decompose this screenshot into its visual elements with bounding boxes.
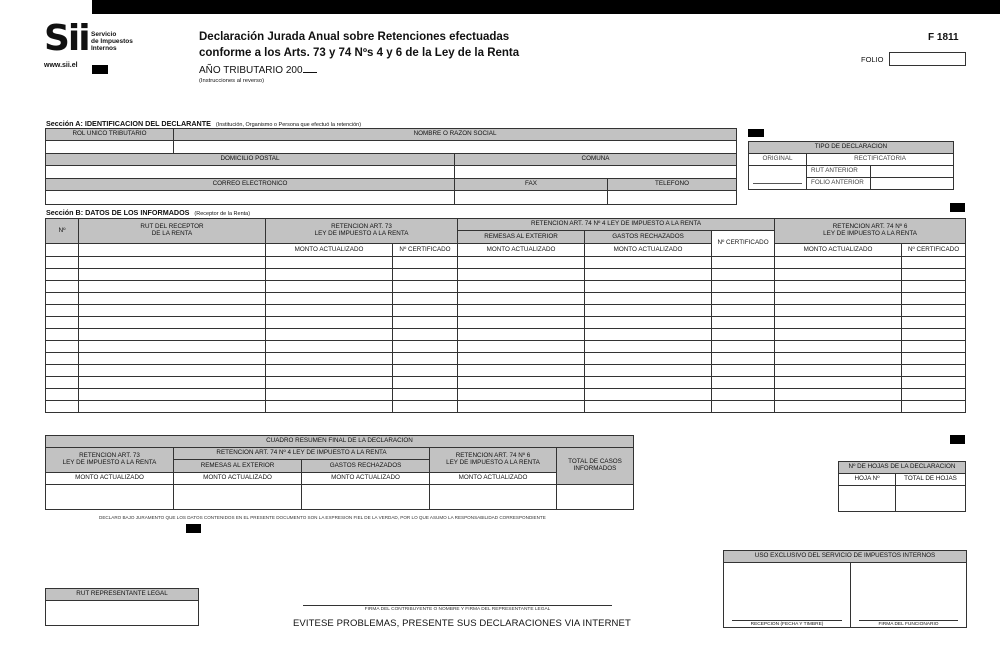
cell-rut[interactable] [79,341,266,353]
cell-ret74-6-certificado[interactable] [902,269,966,281]
cell-ret73-certificado[interactable] [393,305,458,317]
black-marker [92,65,108,74]
cell-n[interactable] [46,329,79,341]
internet-message: EVITESE PROBLEMAS, PRESENTE SUS DECLARACIONES VIA INTERNET [293,618,631,629]
cell-gastos-monto[interactable] [585,341,712,353]
cell-gastos-monto[interactable] [585,389,712,401]
uso-exclusivo-table [723,550,967,628]
cell-rut[interactable] [79,305,266,317]
original-mark-field[interactable] [749,166,807,190]
resumen-title: CUADRO RESUMEN FINAL DE LA DECLARACION [46,436,634,448]
cell-rut[interactable] [79,389,266,401]
telefono-field[interactable] [608,191,737,205]
cell-ret73-certificado[interactable] [393,341,458,353]
monto-header: MONTO ACTUALIZADO [585,244,712,257]
cell-ret74-4-certificado[interactable] [712,293,775,305]
resumen-gastos-header: GASTOS RECHAZADOS [302,460,430,473]
form-code: F 1811 [928,32,959,43]
correo-field[interactable] [46,191,455,205]
cell-ret74-4-certificado[interactable] [712,317,775,329]
cell-remesas-monto[interactable] [458,281,585,293]
cell-gastos-monto[interactable] [585,305,712,317]
remesas-header: REMESAS AL EXTERIOR [458,231,585,244]
cell-ret74-6-certificado[interactable] [902,329,966,341]
cell-remesas-monto[interactable] [458,257,585,269]
cell-ret74-6-monto[interactable] [775,269,902,281]
comuna-header: COMUNA [455,154,737,166]
cell-rut[interactable] [79,377,266,389]
cell-gastos-monto[interactable] [585,281,712,293]
folio-anterior-field[interactable] [871,178,954,190]
monto-header: MONTO ACTUALIZADO [775,244,902,257]
recepcion-label: RECEPCION (FECHA Y TIMBRE) [732,620,842,627]
resumen-total-field[interactable] [557,485,634,510]
resumen-remesas-field[interactable] [174,485,302,510]
cell-ret73-certificado[interactable] [393,377,458,389]
resumen-monto-header: MONTO ACTUALIZADO [174,473,302,485]
folio-field[interactable] [889,52,966,66]
cell-ret74-6-monto[interactable] [775,377,902,389]
domicilio-header: DOMICILIO POSTAL [46,154,455,166]
cell-ret73-monto[interactable] [266,401,393,413]
cell-ret74-4-certificado[interactable] [712,257,775,269]
cell-ret74-6-certificado[interactable] [902,305,966,317]
certificado-header: Nº CERTIFICADO [902,244,966,257]
cell-ret74-6-certificado[interactable] [902,389,966,401]
cell-ret74-4-certificado[interactable] [712,269,775,281]
cell-ret74-6-certificado[interactable] [902,257,966,269]
cell-ret73-monto[interactable] [266,305,393,317]
cell-remesas-monto[interactable] [458,293,585,305]
cell-n[interactable] [46,365,79,377]
declarant-table [45,128,737,205]
table-row [46,377,966,389]
table-row [46,269,966,281]
cell-ret73-certificado[interactable] [393,329,458,341]
fax-field[interactable] [455,191,608,205]
ret74-4-header: RETENCION ART. 74 Nº 4 LEY DE IMPUESTO A LA RENTA [458,219,775,231]
resumen-ret74-6-header: RETENCION ART. 74 Nº 6 LEY DE IMPUESTO A LA RENTA [430,448,557,473]
cell-ret73-monto[interactable] [266,377,393,389]
instructions-note: (Instrucciones al reverso) [199,78,265,84]
cell-remesas-monto[interactable] [458,365,585,377]
hoja-field[interactable] [839,486,896,512]
cell-ret74-4-certificado[interactable] [712,389,775,401]
cell-gastos-monto[interactable] [585,293,712,305]
firma-label: FIRMA DEL CONTRIBUYENTE O NOMBRE Y FIRMA DEL REPRESENTANTE LEGAL [364,607,551,612]
declaration-text: DECLARO BAJO JURAMENTO QUE LOS DATOS CONTENIDOS EN EL PRESENTE DOCUMENTO SON LA EXPRESION FIEL DE LA VERDAD, POR LO QUE ASUMO LA RESPONSABILIDAD CORRESPONDIENTE [99,515,546,520]
cell-ret74-6-certificado[interactable] [902,353,966,365]
black-marker [950,435,965,444]
cell-ret74-6-monto[interactable] [775,329,902,341]
cell-ret73-certificado[interactable] [393,317,458,329]
cell-rut[interactable] [79,317,266,329]
website: www.sii.el [44,62,78,69]
rol-header: ROL UNICO TRIBUTARIO [46,129,174,141]
cell-gastos-monto[interactable] [585,353,712,365]
resumen-gastos-field[interactable] [302,485,430,510]
table-row [46,389,966,401]
rol-field[interactable] [46,141,174,154]
table-row [46,341,966,353]
resumen-ret73-header: RETENCION ART. 73 LEY DE IMPUESTO A LA RENTA [46,448,174,473]
gastos-header: GASTOS RECHAZADOS [585,231,712,244]
cell-ret73-monto[interactable] [266,353,393,365]
cell-ret74-4-certificado[interactable] [712,341,775,353]
informados-rows [46,257,966,413]
resumen-ret73-field[interactable] [46,485,174,510]
rut-representante-header: RUT REPRESENTANTE LEGAL [46,589,199,601]
cell-gastos-monto[interactable] [585,401,712,413]
cell-gastos-monto[interactable] [585,365,712,377]
resumen-ret74-6-field[interactable] [430,485,557,510]
sii-logo [44,19,92,63]
original-option[interactable]: ORIGINAL [749,154,807,166]
cell-ret74-6-monto[interactable] [775,317,902,329]
cell-rut[interactable] [79,269,266,281]
hoja-header: HOJA Nº [839,474,896,486]
cell-remesas-monto[interactable] [458,329,585,341]
cell-ret73-certificado[interactable] [393,353,458,365]
cell-gastos-monto[interactable] [585,329,712,341]
logo-letters: Sii [44,18,89,59]
cell-ret74-6-monto[interactable] [775,257,902,269]
cell-n[interactable] [46,377,79,389]
funcionario-field [851,563,967,628]
cell-ret73-monto[interactable] [266,281,393,293]
cell-n[interactable] [46,317,79,329]
cell-n[interactable] [46,305,79,317]
resumen-monto-header: MONTO ACTUALIZADO [430,473,557,485]
cell-ret73-monto[interactable] [266,341,393,353]
folio-anterior-label: FOLIO ANTERIOR [807,178,871,190]
rut-anterior-label: RUT ANTERIOR [807,166,871,178]
col-n-header: Nº [46,219,79,244]
cell-remesas-monto[interactable] [458,269,585,281]
nombre-field[interactable] [174,141,737,154]
section-b-heading: Sección B: DATOS DE LOS INFORMADOS (Receptor de la Renta) [46,208,251,217]
cell-remesas-monto[interactable] [458,341,585,353]
cell-n[interactable] [46,401,79,413]
cell-ret74-4-certificado[interactable] [712,377,775,389]
cell-ret74-4-certificado[interactable] [712,329,775,341]
cell-n[interactable] [46,257,79,269]
cell-ret74-6-monto[interactable] [775,293,902,305]
cell-ret73-monto[interactable] [266,365,393,377]
recepcion-field [724,563,851,628]
cell-ret74-4-certificado[interactable] [712,281,775,293]
rut-representante-field[interactable] [46,601,199,626]
cell-n[interactable] [46,281,79,293]
cell-ret74-6-monto[interactable] [775,281,902,293]
correo-header: CORREO ELECTRONICO [46,179,455,191]
form-title: Declaración Jurada Anual sobre Retenciones efectuadas conforme a los Arts. 73 y 74 Nºs 4 y 6 de la Ley de la Renta [199,31,520,59]
cell-ret73-monto[interactable] [266,317,393,329]
cell-rut[interactable] [79,401,266,413]
col-rut-header: RUT DEL RECEPTOR DE LA RENTA [79,219,266,244]
nombre-header: NOMBRE O RAZON SOCIAL [174,129,737,141]
cell-ret74-6-certificado[interactable] [902,341,966,353]
resumen-table [45,435,634,510]
tipo-title: TIPO DE DECLARACION [749,142,954,154]
cell-rut[interactable] [79,293,266,305]
tipo-declaracion-table [748,141,954,190]
cell-ret73-certificado[interactable] [393,389,458,401]
hojas-table [838,461,966,512]
table-row [46,365,966,377]
cell-remesas-monto[interactable] [458,389,585,401]
cell-ret73-certificado[interactable] [393,401,458,413]
cell-ret74-6-certificado[interactable] [902,401,966,413]
cell-ret74-4-certificado[interactable] [712,401,775,413]
certificado-header: Nº CERTIFICADO [712,231,775,257]
black-marker [186,524,201,533]
cell-ret74-6-certificado[interactable] [902,293,966,305]
cell-n[interactable] [46,341,79,353]
cell-rut[interactable] [79,281,266,293]
informados-table [45,218,966,413]
total-hojas-field[interactable] [896,486,966,512]
cell-remesas-monto[interactable] [458,401,585,413]
cell-ret73-monto[interactable] [266,269,393,281]
fax-header: FAX [455,179,608,191]
rut-anterior-field[interactable] [871,166,954,178]
resumen-ret74-4-header: RETENCION ART. 74 Nº 4 LEY DE IMPUESTO A LA RENTA [174,448,430,460]
cell-ret73-certificado[interactable] [393,257,458,269]
cell-remesas-monto[interactable] [458,377,585,389]
resumen-remesas-header: REMESAS AL EXTERIOR [174,460,302,473]
table-row [46,317,966,329]
cell-remesas-monto[interactable] [458,353,585,365]
ret73-header: RETENCION ART. 73 LEY DE IMPUESTO A LA RENTA [266,219,458,244]
cell-ret74-6-monto[interactable] [775,389,902,401]
table-row [46,293,966,305]
firma-line[interactable] [303,605,612,606]
uso-exclusivo-title: USO EXCLUSIVO DEL SERVICIO DE IMPUESTOS INTERNOS [724,551,967,563]
cell-ret74-6-certificado[interactable] [902,317,966,329]
cell-ret74-6-monto[interactable] [775,401,902,413]
funcionario-label: FIRMA DEL FUNCIONARIO [859,620,958,627]
cell-ret73-monto[interactable] [266,293,393,305]
top-black-bar [92,0,1000,14]
cell-ret74-4-certificado[interactable] [712,365,775,377]
cell-ret74-4-certificado[interactable] [712,353,775,365]
table-row [46,353,966,365]
resumen-monto-header: MONTO ACTUALIZADO [46,473,174,485]
comuna-field[interactable] [455,166,737,179]
cell-remesas-monto[interactable] [458,305,585,317]
hojas-title: Nº DE HOJAS DE LA DECLARACION [839,462,966,474]
cell-ret73-certificado[interactable] [393,269,458,281]
cell-rut[interactable] [79,365,266,377]
cell-ret73-monto[interactable] [266,389,393,401]
cell-n[interactable] [46,293,79,305]
telefono-header: TELEFONO [608,179,737,191]
cell-ret74-4-certificado[interactable] [712,305,775,317]
cell-rut[interactable] [79,257,266,269]
domicilio-field[interactable] [46,166,455,179]
resumen-monto-header: MONTO ACTUALIZADO [302,473,430,485]
table-row [46,257,966,269]
rut-representante-table [45,588,199,626]
cell-ret73-certificado[interactable] [393,365,458,377]
monto-header: MONTO ACTUALIZADO [266,244,393,257]
cell-gastos-monto[interactable] [585,269,712,281]
ret74-6-header: RETENCION ART. 74 Nº 6 LEY DE IMPUESTO A LA RENTA [775,219,966,244]
certificado-header: Nº CERTIFICADO [393,244,458,257]
table-row [46,401,966,413]
cell-ret74-6-certificado[interactable] [902,281,966,293]
cell-ret74-6-monto[interactable] [775,341,902,353]
folio-label: FOLIO [861,55,884,64]
cell-n[interactable] [46,353,79,365]
logo-name: Servicio de Impuestos Internos [91,31,133,52]
cell-ret74-6-monto[interactable] [775,353,902,365]
resumen-total-header: TOTAL DE CASOS INFORMADOS [557,448,634,485]
total-hojas-header: TOTAL DE HOJAS [896,474,966,486]
cell-gastos-monto[interactable] [585,257,712,269]
cell-ret74-6-certificado[interactable] [902,377,966,389]
year-label: AÑO TRIBUTARIO 200 [199,65,317,76]
cell-ret73-certificado[interactable] [393,293,458,305]
cell-ret73-certificado[interactable] [393,281,458,293]
table-row [46,329,966,341]
cell-gastos-monto[interactable] [585,377,712,389]
cell-ret74-6-monto[interactable] [775,365,902,377]
table-row [46,305,966,317]
cell-n[interactable] [46,389,79,401]
black-marker [950,203,965,212]
section-a-heading: Sección A: IDENTIFICACION DEL DECLARANTE (Institución, Organismo o Persona que efectuó la retención) [46,119,362,128]
cell-ret74-6-certificado[interactable] [902,365,966,377]
cell-ret74-6-monto[interactable] [775,305,902,317]
cell-rut[interactable] [79,329,266,341]
black-marker [748,129,764,137]
rectificatoria-option[interactable]: RECTIFICATORIA [807,154,954,166]
table-row [46,281,966,293]
cell-ret73-monto[interactable] [266,329,393,341]
cell-n[interactable] [46,269,79,281]
cell-remesas-monto[interactable] [458,317,585,329]
cell-ret73-monto[interactable] [266,257,393,269]
cell-gastos-monto[interactable] [585,317,712,329]
cell-rut[interactable] [79,353,266,365]
monto-header: MONTO ACTUALIZADO [458,244,585,257]
